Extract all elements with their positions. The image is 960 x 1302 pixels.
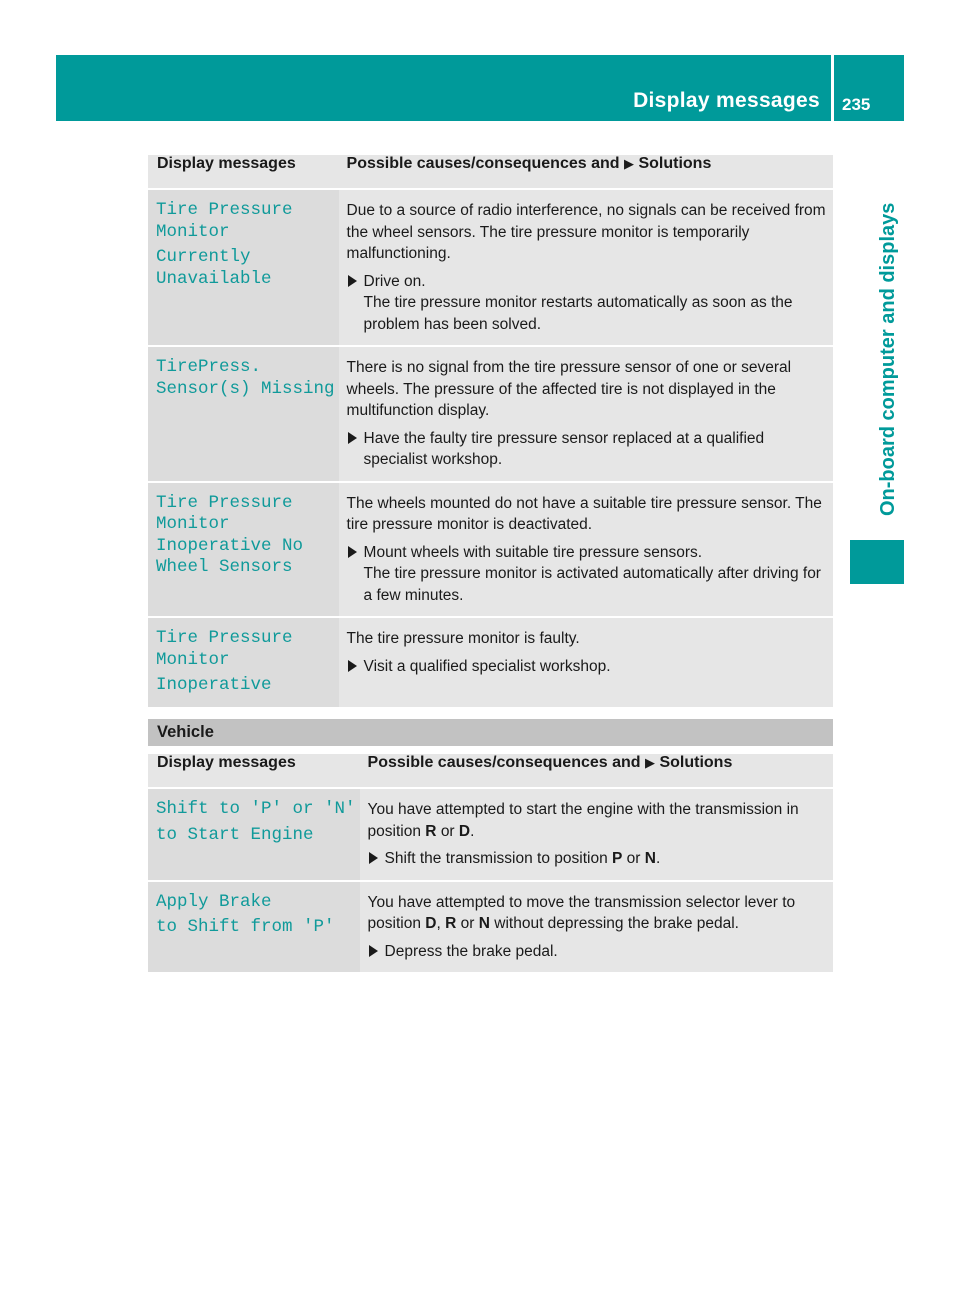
cause-solution: There is no signal from the tire pressure sensor of one or several wheels. The pressure of the affected tire is not displayed in the multifunction display. Have the faulty tire pressure sensor replaced at a qualified specialist workshop. xyxy=(339,347,833,481)
table-header-row xyxy=(148,155,833,188)
table-header-row xyxy=(148,754,833,787)
cause-solution: The tire pressure monitor is faulty. Visit a qualified specialist workshop. xyxy=(339,618,833,707)
arrow-right-icon: ▶ xyxy=(645,755,656,770)
vehicle-table xyxy=(148,752,833,974)
vehicle-section-heading: Vehicle xyxy=(148,719,833,746)
tire-pressure-table xyxy=(148,153,833,709)
display-message: Shift to 'P' or 'N' to Start Engine xyxy=(148,789,360,880)
step-arrow-icon xyxy=(348,546,357,558)
solution-step: Visit a qualified specialist workshop. xyxy=(347,656,827,678)
solution-step: Have the faulty tire pressure sensor replaced at a qualified specialist workshop. xyxy=(347,428,827,471)
solution-step: Drive on. The tire pressure monitor restarts automatically as soon as the problem has been solved. xyxy=(347,271,827,336)
display-message: TirePress. Sensor(s) Missing xyxy=(148,347,339,481)
header-divider xyxy=(831,55,834,121)
cause-solution: The wheels mounted do not have a suitable tire pressure sensor. The tire pressure monitor is deactivated. Mount wheels with suitable tire pressure sensors. The tire pressure monitor is activated automatically after driving for a few minutes. xyxy=(339,483,833,617)
display-message: Tire Pressure Monitor Inoperative xyxy=(148,618,339,707)
cause-solution: You have attempted to move the transmission selector lever to position D, R or N without depressing the brake pedal. Depress the brake pedal. xyxy=(360,882,833,973)
step-arrow-icon xyxy=(369,945,378,957)
column-header-solutions: Possible causes/consequences and ▶ Solutions xyxy=(360,754,833,787)
column-header-solutions: Possible causes/consequences and ▶ Solutions xyxy=(339,155,833,188)
column-header-messages: Display messages xyxy=(148,754,360,787)
table-row xyxy=(148,618,833,707)
cause-solution: Due to a source of radio interference, no signals can be received from the wheel sensors. The tire pressure monitor is temporarily malfunctioning. Drive on. The tire pressure monitor restarts automatically as soon as the problem has been solved. xyxy=(339,190,833,345)
solution-step: Depress the brake pedal. xyxy=(368,941,827,963)
step-arrow-icon xyxy=(348,432,357,444)
display-message: Tire Pressure Monitor Inoperative No Wheel Sensors xyxy=(148,483,339,617)
solution-step: Mount wheels with suitable tire pressure sensors. The tire pressure monitor is activated automatically after driving for a few minutes. xyxy=(347,542,827,607)
step-arrow-icon xyxy=(348,275,357,287)
solution-step: Shift the transmission to position P or N. xyxy=(368,848,827,870)
display-message: Tire Pressure Monitor Currently Unavailable xyxy=(148,190,339,345)
table-row xyxy=(148,882,833,973)
column-header-messages: Display messages xyxy=(148,155,339,188)
cause-solution: You have attempted to start the engine with the transmission in position R or D. Shift the transmission to position P or N. xyxy=(360,789,833,880)
arrow-right-icon: ▶ xyxy=(624,156,634,171)
section-tab-label: On-board computer and displays xyxy=(877,202,899,516)
table-row xyxy=(148,483,833,617)
page-number: 235 xyxy=(842,95,871,114)
step-arrow-icon xyxy=(348,660,357,672)
display-message: Apply Brake to Shift from 'P' xyxy=(148,882,360,973)
page-title: Display messages xyxy=(633,89,820,112)
table-row xyxy=(148,190,833,345)
table-row xyxy=(148,347,833,481)
section-tab-marker xyxy=(850,540,904,584)
step-arrow-icon xyxy=(369,852,378,864)
table-row xyxy=(148,789,833,880)
